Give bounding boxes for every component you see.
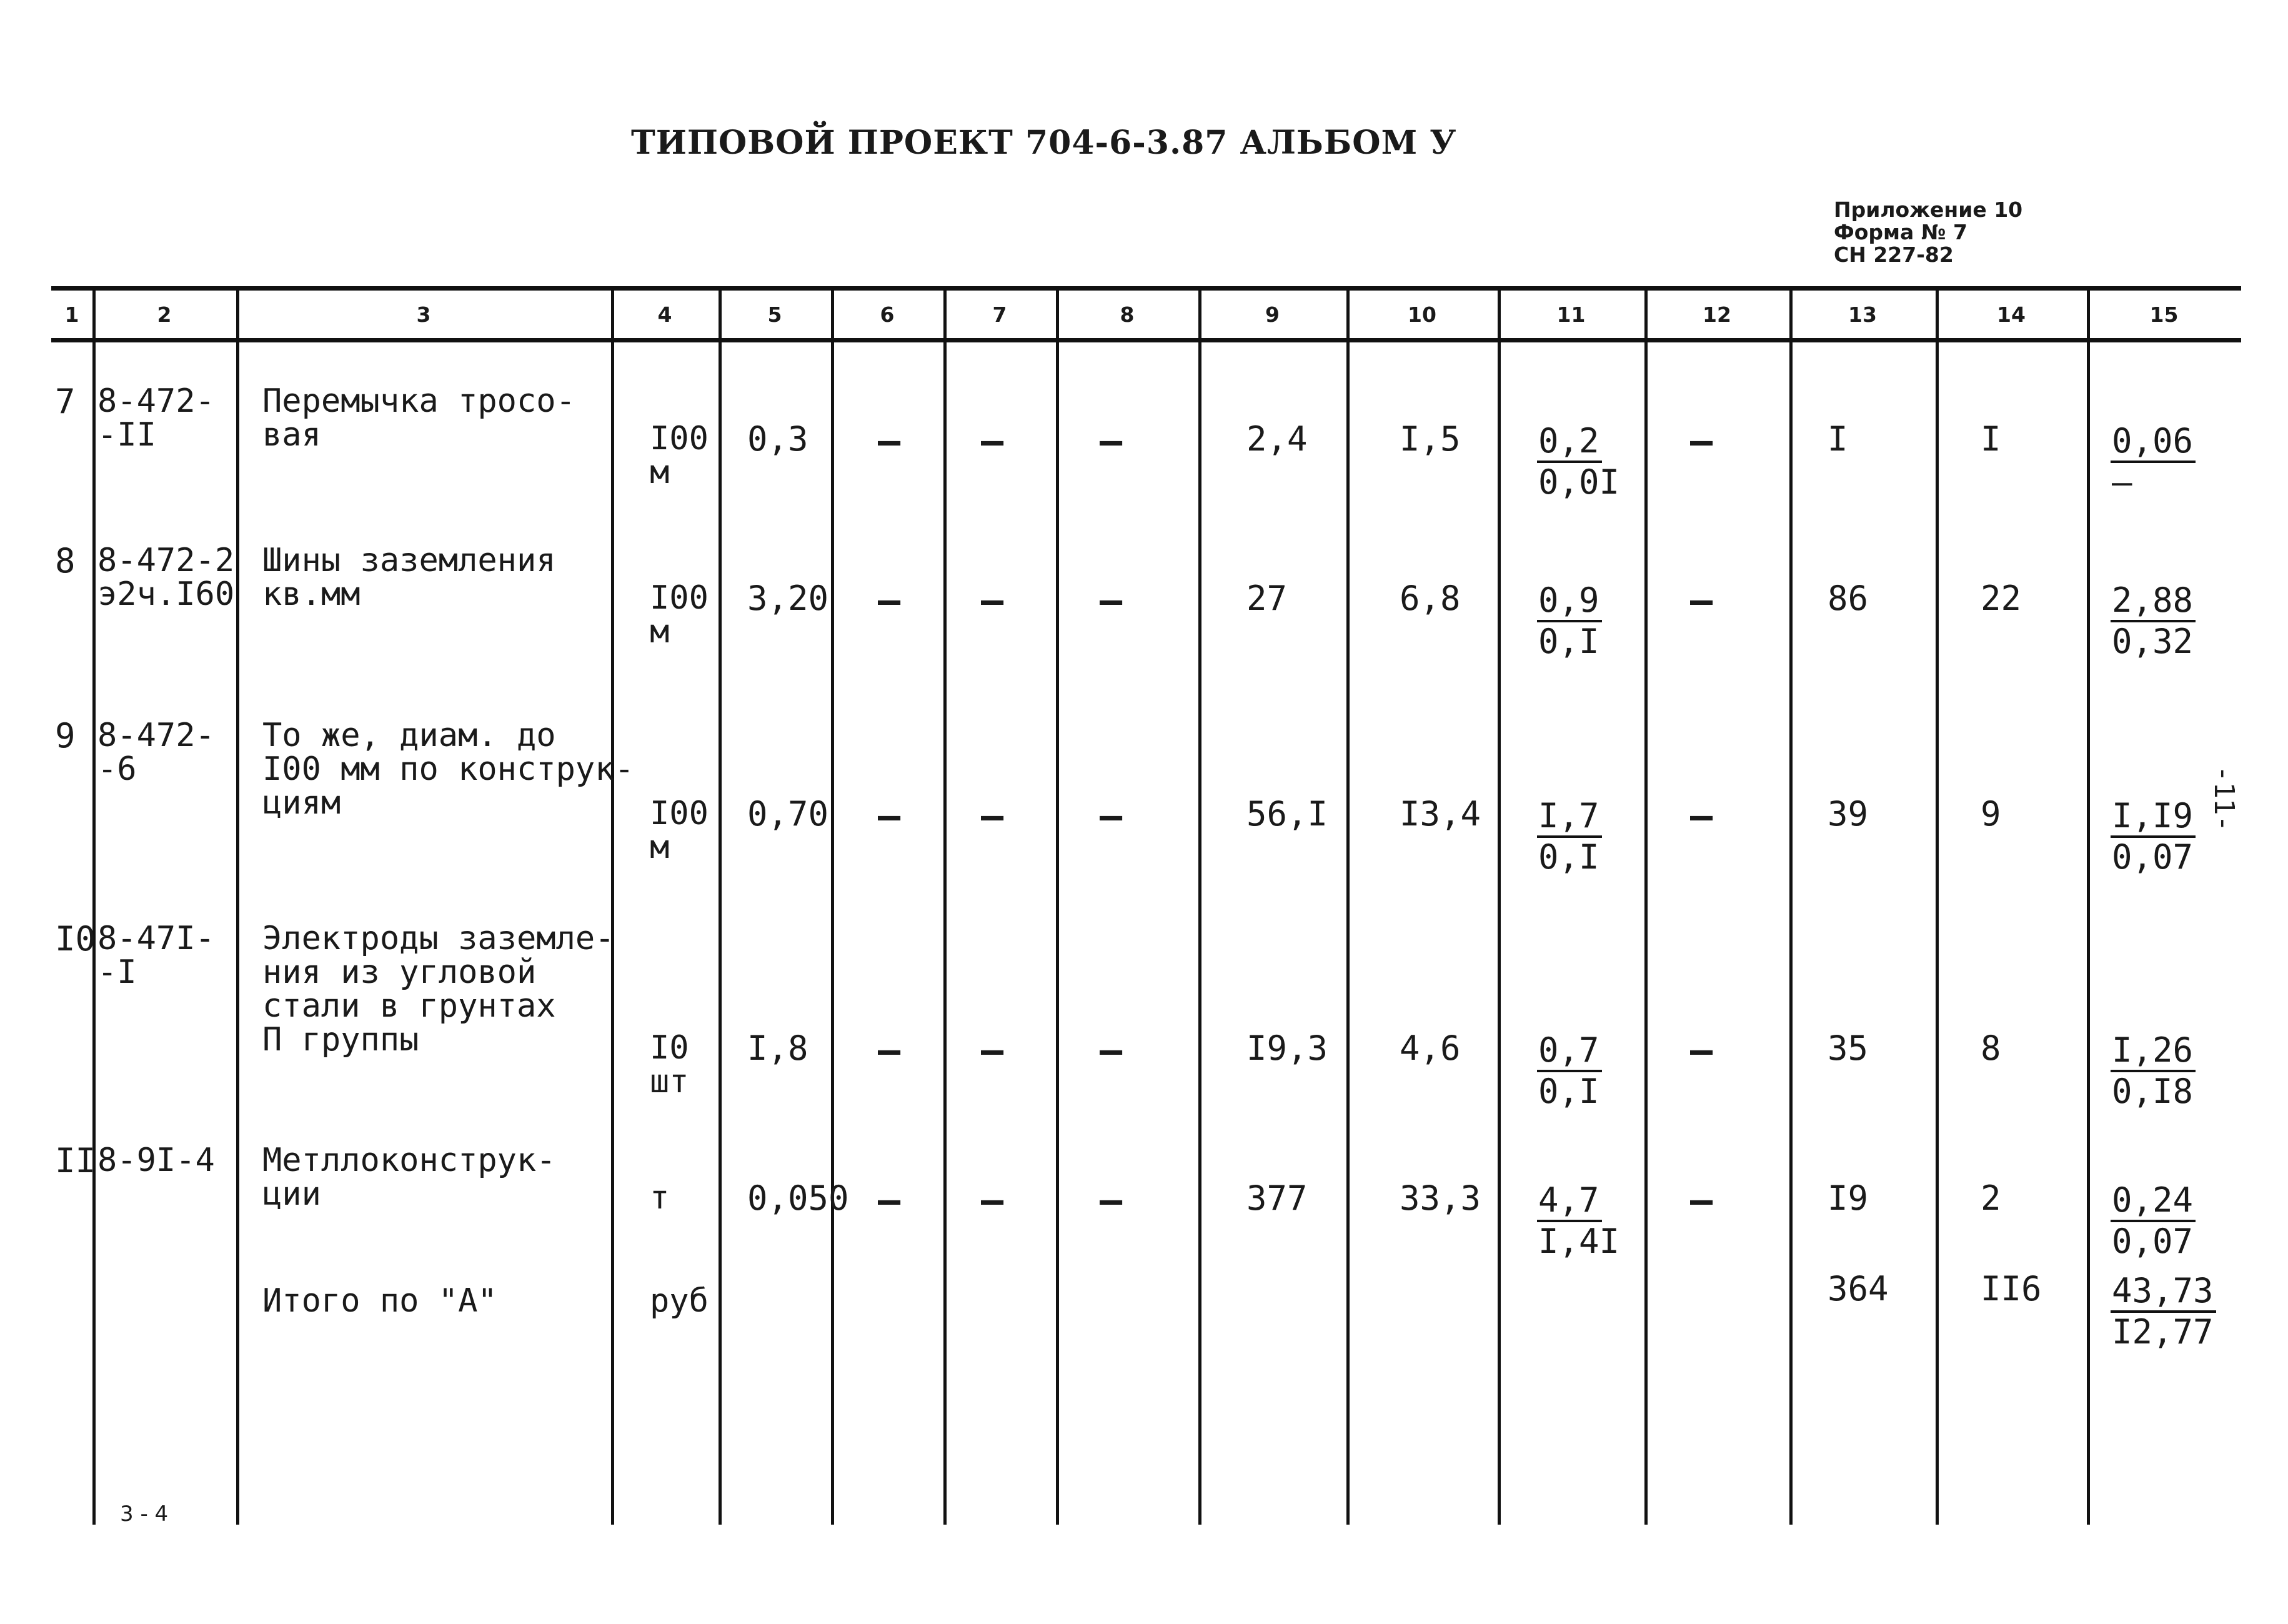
quantity: 0,70 [747,794,829,834]
unit: т [650,1179,670,1217]
column-rule [236,286,239,1525]
dash-col12: – [1690,579,1713,622]
norm-line: СН 227-82 [1834,242,1954,267]
unit: I0 шт [650,1029,689,1100]
dash-col12: – [1690,1178,1713,1222]
total-machines [2111,1181,2196,1261]
dash-col8: – [1100,1178,1123,1222]
column-number: 1 [64,302,79,327]
column-rule [1789,286,1793,1525]
unit-cost-wages: 6,8 [1400,579,1461,618]
unit-cost-total: 56,I [1246,794,1328,834]
fraction-denominator: – [2112,462,2132,502]
row-number: 7 [55,382,76,421]
appendix-block [1834,199,2022,266]
quantity: I,8 [747,1029,808,1068]
margin-page-note: -11- [2208,765,2240,832]
fraction-numerator: 4,7 [1537,1181,1602,1222]
work-code: 8-472- -6 [97,717,215,788]
column-number: 6 [880,302,895,327]
unit-cost-wages: I,5 [1400,419,1461,459]
unit-cost-machines [1537,1181,1619,1261]
document-title: ТИПОВОЙ ПРОЕКТ 704-6-3.87 АЛЬБОМ У [631,124,1457,162]
row-number: 8 [55,541,76,580]
dash-col12: – [1690,419,1713,463]
dash-col8: – [1100,579,1123,622]
dash-col6: – [878,794,901,838]
unit-cost-wages: 33,3 [1400,1178,1481,1218]
column-rule [1346,286,1350,1525]
appendix-line: Приложение 10 [1834,197,2023,222]
total-machines [2111,797,2196,877]
fraction-numerator: 0,9 [1537,581,1602,622]
column-rule [2087,286,2090,1525]
column-number: 4 [657,302,672,327]
column-rule [1936,286,1939,1525]
unit-cost-wages: I3,4 [1400,794,1481,834]
unit: I00 м [650,795,709,866]
unit: I00 м [650,420,709,491]
column-rule [1498,286,1501,1525]
column-number: 12 [1703,302,1731,327]
total-machines [2111,581,2196,661]
column-number: 11 [1556,302,1586,327]
dash-col6: – [878,1178,901,1222]
fraction-numerator: 2,88 [2111,581,2196,622]
column-rule [92,286,96,1525]
total-cost: 86 [1828,579,1869,618]
unit-cost-machines [1537,581,1602,661]
unit-cost-machines [1537,797,1602,877]
work-name: Электроды заземле- ния из угловой стали в грунтах П группы [262,920,615,1059]
unit-cost-total: 27 [1246,579,1288,618]
fraction-numerator: I,7 [1537,797,1602,838]
form-line: Форма № 7 [1834,220,1967,244]
unit-cost-total: 2,4 [1246,419,1308,459]
total-wages: I [1981,419,2001,459]
total-cost: I9 [1828,1178,1869,1218]
work-code: 8-47I- -I [97,920,215,991]
column-rule [611,286,614,1525]
column-number: 14 [1997,302,2026,327]
total-machines [2111,422,2196,502]
fraction-denominator: 0,32 [2112,622,2194,661]
fraction-denominator: 0,07 [2112,1222,2194,1261]
total-wages: 9 [1981,794,2001,834]
column-number: 7 [992,302,1007,327]
dash-col7: – [981,1178,1004,1222]
fraction-denominator: 0,0I [1538,462,1620,502]
fraction-numerator: 0,06 [2111,422,2196,463]
unit-cost-total: 377 [1246,1178,1308,1218]
column-rule [1644,286,1648,1525]
total-sum-machines [2111,1272,2216,1352]
column-rule [1056,286,1059,1525]
quantity: 0,050 [747,1178,849,1218]
fraction-numerator: 43,73 [2111,1272,2216,1313]
total-cost: 39 [1828,794,1869,834]
column-number: 5 [767,302,782,327]
dash-col12: – [1690,1029,1713,1072]
total-wages: 22 [1981,579,2022,618]
total-cost: 35 [1828,1029,1869,1068]
sheet-number: 3 - 4 [120,1502,169,1527]
total-cost: I [1828,419,1848,459]
unit-cost-wages: 4,6 [1400,1029,1461,1068]
quantity: 0,3 [747,419,808,459]
total-wages: 8 [1981,1029,2001,1068]
dash-col7: – [981,794,1004,838]
total-sum-cost: 364 [1828,1269,1889,1308]
header-bottom-rule [51,338,2241,342]
dash-col6: – [878,579,901,622]
work-code: 8-472- -II [97,382,215,454]
work-code: 8-9I-4 [97,1142,215,1179]
unit-cost-machines [1537,1031,1602,1111]
column-number: 15 [2149,302,2179,327]
total-unit: руб [650,1282,709,1320]
fraction-numerator: I,I9 [2111,797,2196,838]
row-number: I0 [55,919,96,959]
dash-col6: – [878,419,901,463]
column-number: 10 [1408,302,1436,327]
fraction-denominator: 0,I [1538,837,1599,877]
work-code: 8-472-2 э2ч.I60 [97,542,235,613]
fraction-denominator: 0,I [1538,1072,1599,1111]
dash-col7: – [981,579,1004,622]
row-number: 9 [55,716,76,755]
work-name: Шины заземления кв.мм [262,542,556,613]
column-rule [943,286,947,1525]
dash-col8: – [1100,419,1123,463]
unit: I00 м [650,579,709,650]
fraction-denominator: I2,77 [2112,1312,2214,1352]
total-sum-wages: II6 [1981,1269,2042,1308]
fraction-numerator: I,26 [2111,1031,2196,1072]
total-wages: 2 [1981,1178,2001,1218]
column-number: 3 [416,302,431,327]
fraction-numerator: 0,2 [1537,422,1602,463]
table-top-rule [51,286,2241,291]
unit-cost-total: I9,3 [1246,1029,1328,1068]
unit-cost-machines [1537,422,1619,502]
fraction-numerator: 0,7 [1537,1031,1602,1072]
dash-col6: – [878,1029,901,1072]
column-number: 2 [157,302,172,327]
fraction-denominator: 0,07 [2112,837,2194,877]
column-number: 8 [1120,302,1135,327]
column-rule [831,286,834,1525]
row-number: II [55,1141,96,1180]
fraction-numerator: 0,24 [2111,1181,2196,1222]
work-name: Метллоконструк- ции [262,1142,556,1213]
fraction-denominator: I,4I [1538,1222,1620,1261]
work-name: То же, диам. до I00 мм по конструк- циям [262,717,634,822]
column-rule [1198,286,1201,1525]
dash-col8: – [1100,1029,1123,1072]
work-name: Перемычка тросо- вая [262,382,575,454]
total-label: Итого по "А" [262,1282,497,1320]
column-rule [719,286,722,1525]
fraction-denominator: 0,I8 [2112,1072,2194,1111]
quantity: 3,20 [747,579,829,618]
column-number: 13 [1848,302,1877,327]
dash-col12: – [1690,794,1713,838]
column-number: 9 [1265,302,1280,327]
fraction-denominator: 0,I [1538,622,1599,661]
dash-col8: – [1100,794,1123,838]
dash-col7: – [981,419,1004,463]
dash-col7: – [981,1029,1004,1072]
total-machines [2111,1031,2196,1111]
